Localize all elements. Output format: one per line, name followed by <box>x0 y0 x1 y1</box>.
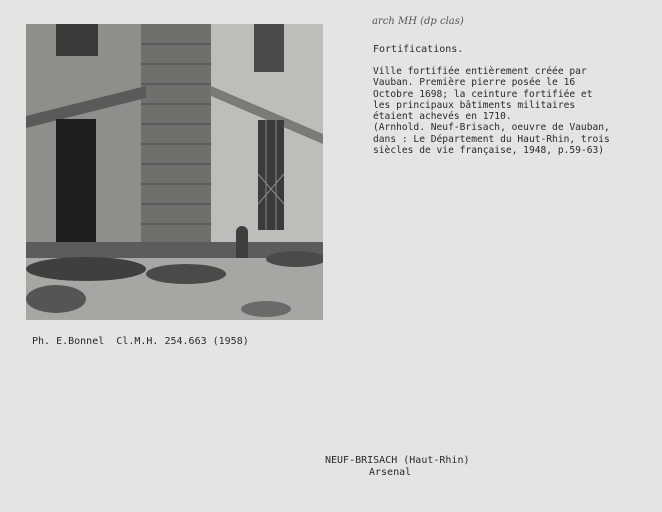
photo-icon <box>26 24 323 320</box>
building-photo <box>26 24 323 320</box>
photographer: Ph. E.Bonnel <box>32 336 105 347</box>
description-line: les principaux bâtiments militaires <box>373 99 576 111</box>
photo-reference: Cl.M.H. 254.663 (1958) <box>116 336 249 347</box>
description-line: Octobre 1698; la ceinture fortifiée et <box>373 88 593 100</box>
description-text <box>373 66 648 156</box>
description-line: étaient achevés en 1710. <box>373 111 512 123</box>
caption <box>325 455 470 479</box>
description-line: siècles de vie française, 1948, p.59-63) <box>373 145 605 157</box>
caption-subject: Arsenal <box>369 467 412 478</box>
photo-credit <box>32 336 249 347</box>
caption-place: NEUF-BRISACH (Haut-Rhin) <box>325 455 470 466</box>
description-line: dans : Le Département du Haut-Rhin, trois <box>373 133 610 145</box>
handwritten-reference: arch MH (dp clas) <box>372 16 464 27</box>
description-line: Ville fortifiée entièrement créée par <box>373 66 587 77</box>
description-line: (Arnhold. Neuf-Brisach, oeuvre de Vauban, <box>373 122 610 134</box>
description-line: Vauban. Première pierre posée le 16 <box>373 77 576 89</box>
section-title: Fortifications. <box>373 44 464 55</box>
